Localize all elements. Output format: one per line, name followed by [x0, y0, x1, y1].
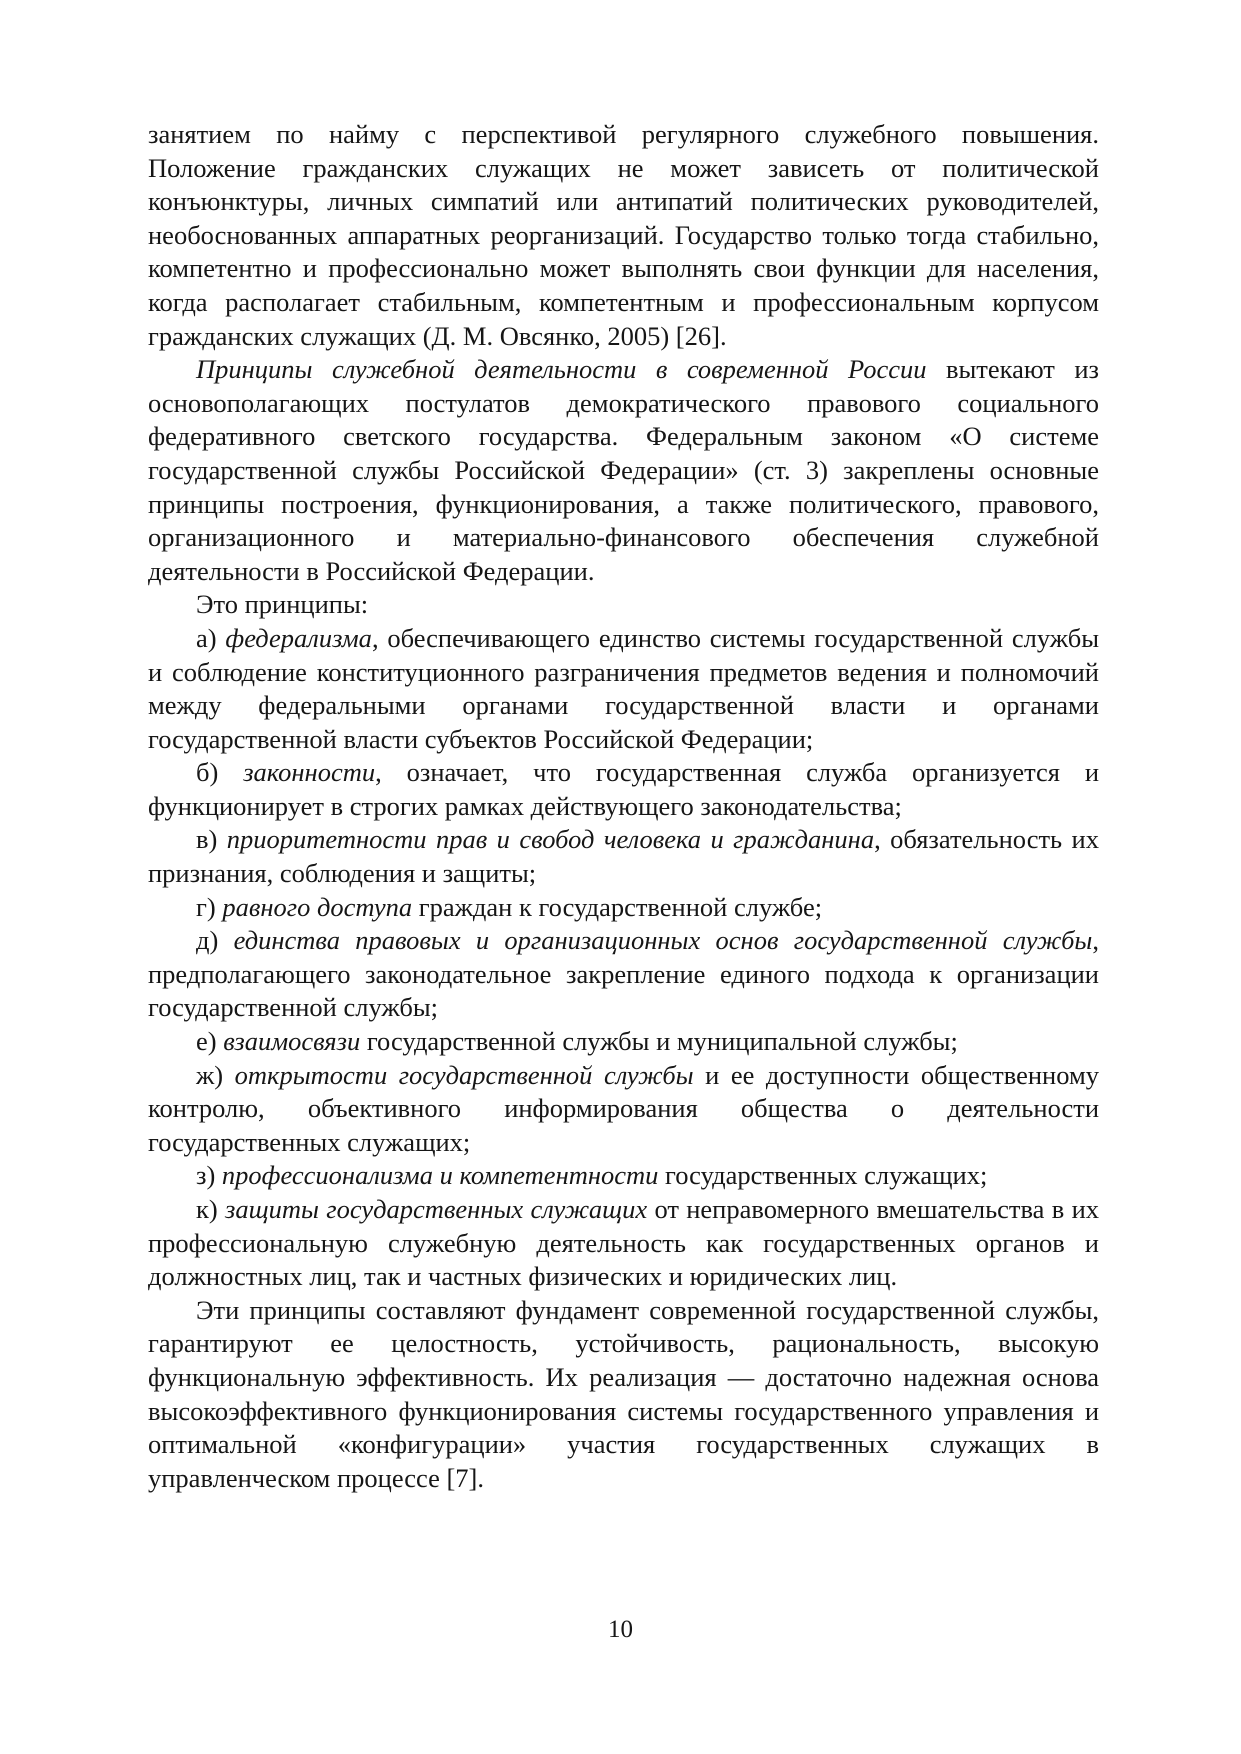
- list-marker: г): [196, 891, 223, 922]
- list-item: [148, 756, 1099, 823]
- principle-text: , означает, что государственная служба организуется и функционирует в строгих рамках действующего законодательства;: [148, 757, 1099, 821]
- principle-term: федерализма: [225, 622, 372, 653]
- principle-term: законности: [243, 757, 376, 788]
- page-body: [148, 118, 1099, 1495]
- principle-text: , обеспечивающего единство системы государственной службы и соблюдение конституционного разграничения предметов ведения и полномочий между федеральными органами государственной власти и органами государственной власти субъектов Российской Федерации;: [148, 622, 1099, 754]
- list-item: [148, 924, 1099, 1025]
- principle-term: единства правовых и организационных основ государственной службы: [233, 925, 1093, 956]
- list-marker: а): [196, 622, 226, 653]
- list-item: [148, 1025, 1099, 1059]
- page-number: 10: [608, 1616, 633, 1643]
- principle-term: открытости государственной службы: [234, 1059, 694, 1090]
- paragraph-list-lead: Это принципы:: [196, 589, 369, 620]
- principle-term: приоритетности прав и свобод человека и гражданина: [226, 824, 875, 855]
- list-marker: е): [196, 1026, 224, 1057]
- list-item: [148, 823, 1099, 890]
- list-item: [148, 1159, 1099, 1193]
- list-marker: в): [196, 824, 227, 855]
- principle-text: от неправомерного вмешательства в их профессиональную служебную деятельность как государственных органов и должностных лиц, так и частных физических и юридических лиц.: [148, 1194, 1099, 1292]
- list-item: [148, 891, 1099, 925]
- paragraph-principles-intro: [148, 353, 1099, 588]
- principle-term: защиты государственных служащих: [225, 1194, 648, 1224]
- principle-term: равного доступа: [222, 891, 413, 922]
- list-marker: к): [196, 1194, 226, 1224]
- principle-text: государственных служащих;: [658, 1160, 988, 1191]
- list-marker: з): [196, 1160, 222, 1191]
- principle-text: государственной службы и муниципальной службы;: [360, 1026, 958, 1057]
- principle-text: , обязательность их признания, соблюдения и защиты;: [148, 824, 1099, 889]
- list-marker: б): [196, 757, 244, 788]
- list-item: [148, 1193, 1099, 1294]
- list-item: [148, 1059, 1099, 1160]
- principle-text: граждан к государственной службе;: [412, 891, 823, 922]
- principle-term: профессионализма и компетентности: [221, 1160, 659, 1191]
- list-item: [148, 622, 1099, 756]
- principle-term: взаимосвязи: [223, 1026, 361, 1057]
- italic-phrase: Принципы служебной деятельности в современной России: [196, 354, 927, 385]
- list-marker: ж): [196, 1059, 235, 1090]
- paragraph-intro: занятием по найму с перспективой регулярного служебного повышения. Положение гражданских служащих не может зависеть от политической конъюнктуры, личных симпатий или антипатий политических руководителей, необоснованных аппаратных реорганизаций. Государство только тогда стабильно, компетентно и профессионально может выполнять свои функции для населения, когда располагает стабильным, компетентным и профессиональным корпусом гражданских служащих (Д. М. Овсянко, 2005) [26].: [148, 119, 1099, 351]
- paragraph-conclusion: Эти принципы составляют фундамент современной государственной службы, гарантируют ее целостность, устойчивость, рациональность, высокую функциональную эффективность. Их реализация — достаточно надежная основа высокоэффективного функционирования системы государственного управления и оптимальной «конфигурации» участия государственных служащих в управленческом процессе [7].: [148, 1294, 1099, 1493]
- list-marker: д): [196, 925, 234, 956]
- paragraph-text: вытекают из основополагающих постулатов демократического правового социального федеративного светского государства. Федеральным законом «О системе государственной службы Российской Федерации» (ст. 3) закреплены основные принципы построения, функционирования, а также политического, правового, организационного и материально-финансового обеспечения служебной деятельности в Российской Федерации.: [148, 354, 1099, 586]
- principle-text: , предполагающего законодательное закрепление единого подхода к организации государственной службы;: [148, 925, 1099, 1023]
- principle-text: и ее доступности общественному контролю, объективного информирования общества о деятельности государственных служащих;: [148, 1059, 1099, 1157]
